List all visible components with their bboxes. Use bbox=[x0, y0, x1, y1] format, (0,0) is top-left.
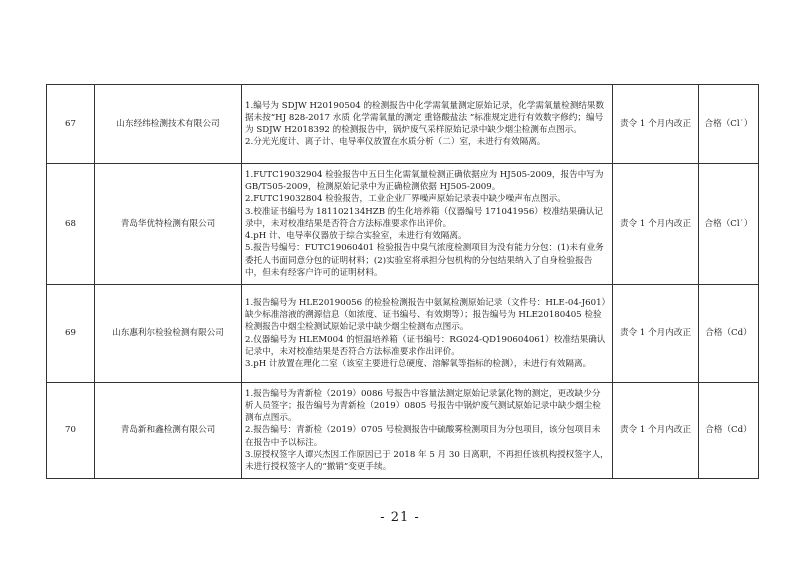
organization-name: 青岛华优特检测有限公司 bbox=[95, 164, 242, 285]
issue-item: 1.FUTC19032904 检验报告中五日生化需氧量检测正确依据应为 HJ505-2009，报告中写为 GB/T505-2009，检测原始记录中为正确检测依据 HJ505-2009。 bbox=[245, 170, 604, 193]
issue-item: 2.报告编号：青新检（2019）0705 号检测报告中硫酸雾检测项目为分包项目，该分包项目未在报告中予以标注。 bbox=[245, 425, 601, 448]
result-status: 合格（Cl˙） bbox=[699, 164, 759, 285]
issue-item: 2.FUTC19032804 检验报告，工业企业厂界噪声原始记录表中缺少噪声布点图示。 bbox=[245, 194, 566, 205]
organization-name: 山东经纬检测技术有限公司 bbox=[95, 85, 242, 164]
issue-item: 3.pH 计放置在理化二室（该室主要进行总硬度、溶解氧等指标的检测），未进行有效隔离。 bbox=[245, 358, 592, 369]
organization-name: 青岛新和鑫检测有限公司 bbox=[95, 383, 242, 479]
row-number: 69 bbox=[47, 285, 95, 383]
result-status: 合格（Cd） bbox=[699, 285, 759, 383]
issue-item: 1.报告编号为青新检（2019）0086 号报告中容量法测定原始记录氯化物的测定，更改缺少分析人员签字；报告编号为青新检（2019）0805 号报告中锅炉废气测试原始记录中缺少烟尘检测布点图示。 bbox=[245, 388, 601, 424]
row-number: 67 bbox=[47, 85, 95, 164]
corrective-action: 责令 1 个月内改正 bbox=[613, 85, 699, 164]
result-status: 合格（Cd） bbox=[699, 383, 759, 479]
row-number: 70 bbox=[47, 383, 95, 479]
issue-item: 1.报告编号为 HLE20190056 的检验检测报告中氨氮检测原始记录（文件号：HLE-04-J601）缺少标准溶液的溯源信息（如浓度、证书编号、有效期等）；报告编号为 HLE20180405 检验检测报告中烟尘检测试原始记录中缺少烟尘检测布点图示。 bbox=[245, 297, 606, 333]
row-number: 68 bbox=[47, 164, 95, 285]
inspection-results-table bbox=[46, 84, 759, 479]
issue-item: 2.仪器编号为 HLEM004 的恒温培养箱（证书编号：RG024-QD190604061）校准结果确认记录中，未对校准结果是否符合方法标准要求作出评价。 bbox=[245, 334, 606, 357]
issue-item: 4.pH 计、电导率仪器放于综合实验室，未进行有效隔离。 bbox=[245, 231, 467, 242]
issue-item: 3.校准证书编号为 181102134HZB 的生化培养箱（仪器编号 171041956）校准结果确认记录中，未对校准结果是否符合方法标准要求作出评价。 bbox=[245, 206, 604, 229]
issues-cell bbox=[242, 164, 613, 285]
corrective-action: 责令 1 个月内改正 bbox=[613, 383, 699, 479]
table-row bbox=[47, 164, 759, 285]
issue-item: 2.分光光度计、离子计、电导率仪放置在水质分析（二）室，未进行有效隔离。 bbox=[245, 137, 546, 148]
issues-cell bbox=[242, 285, 613, 383]
issue-item: 1.编号为 SDJW H20190504 的检测报告中化学需氧量测定原始记录，化学需氧量检测结果数据未按“HJ 828-2017 水质 化学需氧量的测定 重铬酸盐法 ”标准规定进行有效数字修约；编号为 SDJW H2018392 的检测报告中，锅炉废气采样原始记录中缺少烟尘检测布点图示。 bbox=[245, 100, 605, 135]
issue-item: 3.原授权签字人谭兴杰因工作原因已于 2018 年 5 月 30 日离职，不再担任该机构授权签字人，未进行授权签字人的“撤销”变更手续。 bbox=[245, 449, 609, 472]
corrective-action: 责令 1 个月内改正 bbox=[613, 164, 699, 285]
issues-cell bbox=[242, 383, 613, 479]
issues-cell bbox=[242, 85, 613, 164]
corrective-action: 责令 1 个月内改正 bbox=[613, 285, 699, 383]
result-status: 合格（Cl˙） bbox=[699, 85, 759, 164]
issue-item: 5.报告号编号：FUTC19060401 检验报告中臭气浓度检测项目为没有能力分包：(1)未有业务委托人书面同意分包的证明材料；(2)实验室将承担分包机构的分包结果纳入了自身检验报告中，但未有经客户许可的证明材料。 bbox=[245, 243, 604, 278]
page-number: - 21 - bbox=[380, 510, 420, 525]
table-row bbox=[47, 285, 759, 383]
table-row bbox=[47, 383, 759, 479]
table-row bbox=[47, 85, 759, 164]
organization-name: 山东惠利尔检验检测有限公司 bbox=[95, 285, 242, 383]
